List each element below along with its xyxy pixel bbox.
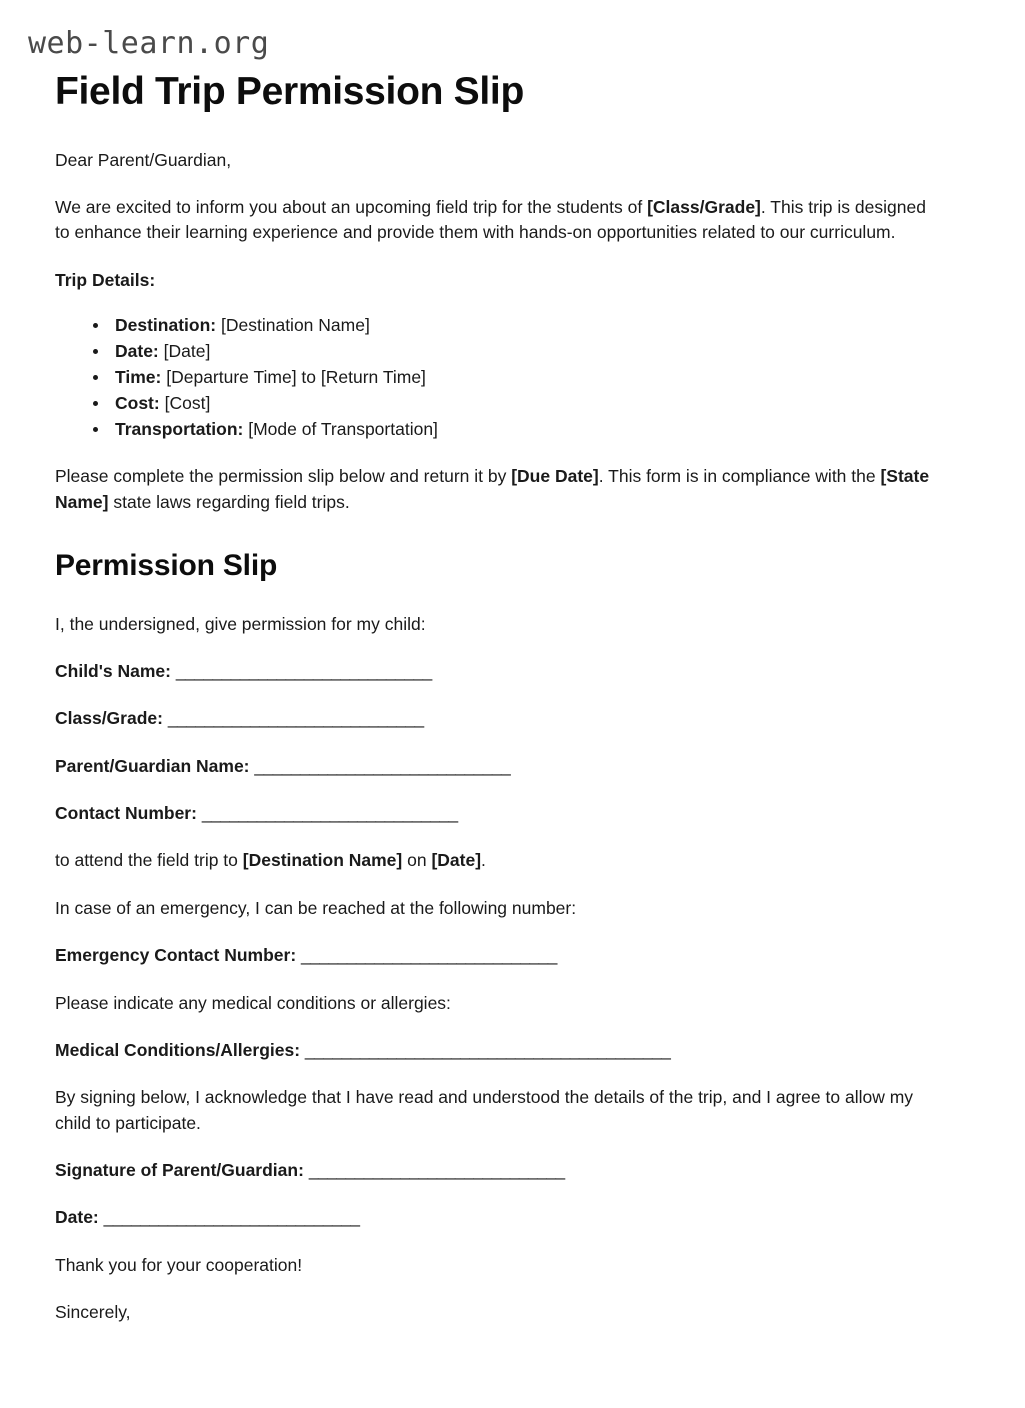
- field-label: Contact Number:: [55, 803, 197, 823]
- acknowledgement-paragraph: By signing below, I acknowledge that I have read and understood the details of the trip, and I agree to allow my child to participate.: [55, 1087, 914, 1133]
- attend-part-3: .: [481, 850, 486, 871]
- field-date: [55, 1205, 937, 1230]
- field-signature: [55, 1158, 937, 1183]
- bottom-spacer: [55, 1348, 937, 1408]
- intro-paragraph: [55, 195, 937, 246]
- return-notice-placeholder-state-name: [State Name]: [55, 466, 930, 512]
- field-emergency-contact-number: [55, 943, 937, 968]
- emergency-intro: In case of an emergency, I can be reached at the following number:: [55, 897, 577, 918]
- intro-text-part-1: We are excited to inform you about an upcoming field trip for the students of: [55, 197, 648, 218]
- trip-detail-value: [Mode of Transportation]: [248, 419, 438, 440]
- trip-detail-label: Cost:: [115, 393, 160, 414]
- trip-detail-value: [Destination Name]: [221, 315, 370, 336]
- undersigned-statement: I, the undersigned, give permission for my child:: [55, 613, 426, 634]
- permission-slip-heading: Permission Slip: [55, 549, 278, 582]
- trip-detail-label: Time:: [115, 367, 162, 388]
- trip-detail-label: Date:: [115, 341, 159, 362]
- field-contact-number: [55, 801, 937, 826]
- trip-details-heading: [55, 268, 937, 293]
- field-childs-name: [55, 659, 937, 684]
- attend-statement: [55, 848, 937, 873]
- trip-detail-label: Destination:: [115, 315, 217, 336]
- trip-detail-value: [Date]: [163, 341, 211, 362]
- field-label: Date:: [55, 1207, 99, 1228]
- field-label: Signature of Parent/Guardian:: [55, 1160, 304, 1180]
- field-blank-line[interactable]: ____________________________: [201, 803, 458, 823]
- return-notice-paragraph: [55, 464, 937, 515]
- field-blank-line[interactable]: ________________________________________: [304, 1039, 671, 1060]
- field-label: Class/Grade:: [55, 708, 163, 729]
- field-label: Emergency Contact Number:: [55, 945, 297, 966]
- return-notice-part-3: state laws regarding field trips.: [108, 491, 350, 512]
- intro-placeholder-class-grade: [Class/Grade]: [647, 197, 761, 218]
- field-blank-line[interactable]: ____________________________: [308, 1160, 565, 1180]
- return-notice-part-2: . This form is in compliance with the: [598, 466, 881, 487]
- list-item: [93, 313, 937, 338]
- field-label: Parent/Guardian Name:: [55, 755, 250, 776]
- list-item: [93, 391, 937, 416]
- attend-part-2: on: [402, 850, 432, 871]
- field-blank-line[interactable]: ____________________________: [167, 708, 424, 729]
- field-parent-guardian-name: [55, 754, 937, 779]
- site-logo: web-learn.org: [28, 26, 270, 61]
- attend-placeholder-destination: [Destination Name]: [242, 850, 403, 871]
- sincerely-line: Sincerely,: [55, 1302, 131, 1323]
- attend-part-1: to attend the field trip to: [55, 850, 243, 871]
- trip-details-heading-label: Trip Details:: [55, 269, 156, 290]
- list-item: [93, 417, 937, 442]
- document-content: [55, 70, 937, 1408]
- salutation: Dear Parent/Guardian,: [55, 149, 232, 170]
- medical-intro: Please indicate any medical conditions or allergies:: [55, 992, 451, 1013]
- thanks-line: Thank you for your cooperation!: [55, 1254, 303, 1275]
- field-medical-conditions: [55, 1038, 937, 1063]
- field-blank-line[interactable]: ____________________________: [175, 660, 432, 681]
- field-label: Medical Conditions/Allergies:: [55, 1039, 301, 1060]
- attend-placeholder-date: [Date]: [431, 850, 482, 871]
- list-item: [93, 365, 937, 390]
- field-blank-line[interactable]: ____________________________: [301, 945, 557, 966]
- trip-detail-value: [Cost]: [164, 393, 211, 414]
- field-class-grade: [55, 706, 937, 731]
- trip-detail-value: [Departure Time] to [Return Time]: [166, 367, 426, 388]
- list-item: [93, 339, 937, 364]
- field-blank-line[interactable]: ____________________________: [103, 1207, 360, 1228]
- trip-details-list: [55, 313, 937, 442]
- field-blank-line[interactable]: ____________________________: [254, 755, 511, 776]
- field-label: Child's Name:: [55, 660, 171, 681]
- page-title: Field Trip Permission Slip: [55, 70, 524, 113]
- return-notice-part-1: Please complete the permission slip below and return it by: [55, 466, 512, 487]
- return-notice-placeholder-due-date: [Due Date]: [511, 466, 599, 487]
- intro-text-part-2: . This trip is designed to enhance their learning experience and provide them with hands-on opportunities related to our curriculum.: [55, 197, 926, 243]
- trip-detail-label: Transportation:: [115, 419, 244, 440]
